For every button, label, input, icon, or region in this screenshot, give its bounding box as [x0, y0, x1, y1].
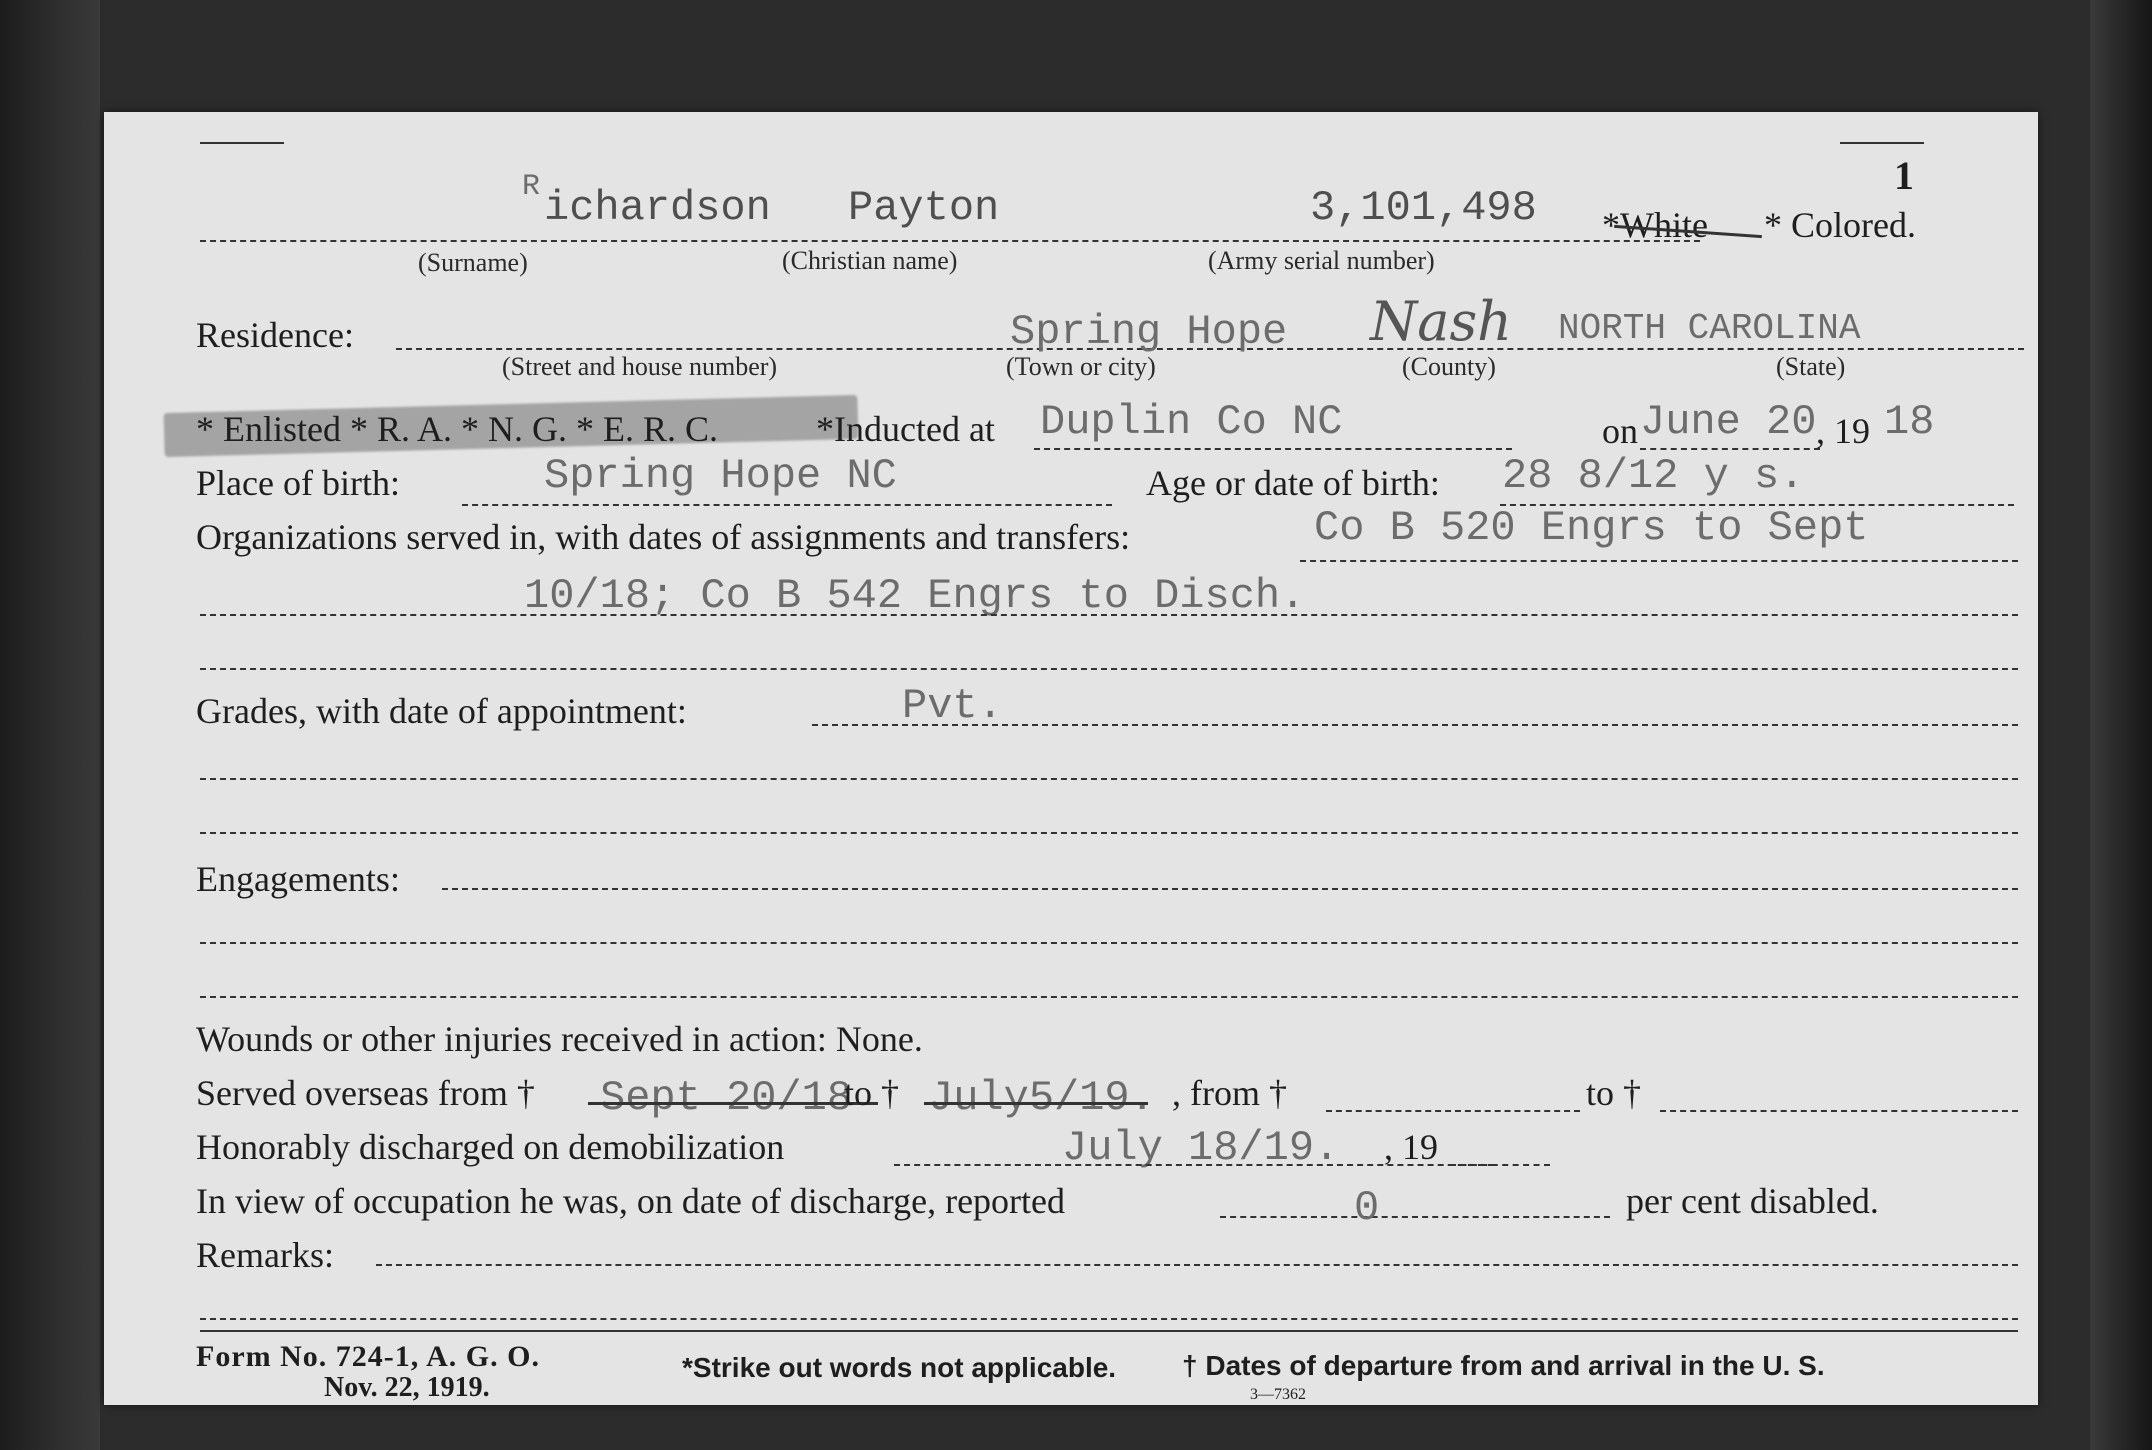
birth-place-value: Spring Hope NC: [544, 452, 897, 500]
top-right-rule: [1840, 142, 1924, 144]
town-label: (Town or city): [1006, 352, 1156, 381]
disability-suffix: per cent disabled.: [1626, 1181, 1879, 1221]
birth-place-label: Place of birth:: [196, 463, 400, 503]
footer-rule: [200, 1330, 2018, 1332]
discharge-year-suffix: , 19: [1384, 1127, 1438, 1167]
residence-county: Nash: [1370, 290, 1512, 353]
disability-line: [1220, 1216, 1610, 1218]
card-number: 1: [1894, 153, 1914, 198]
grades-rule2: [200, 778, 2018, 780]
organizations-rule2: [200, 614, 2018, 616]
grades-label: Grades, with date of appointment:: [196, 691, 687, 731]
form-number: Form No. 724-1, A. G. O.: [196, 1340, 540, 1373]
form-date: Nov. 22, 1919.: [324, 1372, 490, 1403]
surname-label: (Surname): [418, 248, 528, 277]
overseas-to-strike: [924, 1102, 1148, 1105]
organizations-rule1: [1300, 560, 2018, 562]
engagements-label: Engagements:: [196, 859, 400, 899]
organizations-line2: 10/18; Co B 542 Engrs to Disch.: [524, 572, 1306, 620]
organizations-line1: Co B 520 Engrs to Sept: [1314, 504, 1869, 552]
inducted-place: Duplin Co NC: [1040, 398, 1343, 446]
remarks-label: Remarks:: [196, 1235, 334, 1275]
remarks-rule2: [200, 1318, 2018, 1320]
strike-note: *Strike out words not applicable.: [682, 1352, 1117, 1383]
race-white: *White: [1602, 205, 1708, 245]
state-label: (State): [1776, 352, 1846, 381]
age-value: 28 8/12 y s.: [1502, 452, 1805, 500]
serial-number-label: (Army serial number): [1208, 246, 1435, 275]
wounds-text: Wounds or other injuries received in action: None.: [196, 1019, 923, 1059]
grades-rule3: [200, 832, 2018, 834]
organizations-rule3: [200, 668, 2018, 670]
county-label: (County): [1402, 352, 1496, 381]
residence-town: Spring Hope: [1010, 308, 1288, 356]
disability-value: 0: [1354, 1184, 1380, 1232]
discharge-year-line: [1450, 1164, 1550, 1166]
inducted-label: *Inducted at: [816, 409, 995, 449]
overseas-to-mark: to †: [844, 1073, 900, 1113]
birth-place-line: [462, 504, 1112, 506]
surname-value: ichardson: [544, 184, 771, 232]
overseas-from2: , from †: [1172, 1073, 1287, 1113]
induction-date-line: [1640, 448, 1820, 450]
top-left-rule: [200, 142, 284, 144]
race-colored: * Colored.: [1764, 205, 1916, 245]
grades-value: Pvt.: [902, 682, 1003, 730]
christian-name-label: (Christian name): [782, 246, 958, 275]
overseas-from-value: Sept 20/18: [600, 1074, 853, 1122]
overseas-to2: to †: [1586, 1073, 1642, 1113]
remarks-rule1: [376, 1264, 2018, 1266]
discharge-label: Honorably discharged on demobilization: [196, 1127, 785, 1167]
overseas-from2-line: [1326, 1110, 1580, 1112]
induction-year: 18: [1884, 398, 1935, 446]
name-line: [200, 240, 1700, 242]
year-prefix: , 19: [1816, 411, 1870, 451]
age-label: Age or date of birth:: [1146, 463, 1440, 503]
scan-edge-left: [0, 0, 100, 1450]
surname-initial: R: [522, 170, 541, 204]
residence-state: NORTH CAROLINA: [1558, 308, 1861, 349]
service-record-card: [104, 112, 2038, 1405]
overseas-to2-line: [1660, 1110, 2018, 1112]
serial-number-value: 3,101,498: [1310, 184, 1537, 232]
engagements-rule2: [200, 942, 2018, 944]
grades-rule1: [812, 724, 2018, 726]
christian-name-value: Payton: [848, 184, 1000, 232]
engagements-rule3: [200, 996, 2018, 998]
induction-date: June 20: [1640, 398, 1817, 446]
on-label: on: [1602, 411, 1638, 451]
street-label: (Street and house number): [502, 352, 778, 381]
residence-label: Residence:: [196, 315, 354, 355]
engagements-rule1: [442, 888, 2018, 890]
dates-note: † Dates of departure from and arrival in the U. S.: [1182, 1350, 1825, 1381]
print-code: 3—7362: [1250, 1386, 1306, 1403]
overseas-label: Served overseas from †: [196, 1073, 535, 1113]
disability-label: In view of occupation he was, on date of discharge, reported: [196, 1181, 1066, 1221]
discharge-value: July 18/19.: [1062, 1124, 1340, 1172]
overseas-to-value: July5/19.: [928, 1074, 1155, 1122]
inducted-line: [1034, 448, 1512, 450]
scan-edge-right: [2090, 0, 2152, 1450]
organizations-label: Organizations served in, with dates of assignments and transfers:: [196, 517, 1131, 557]
overseas-from-strike: [588, 1102, 878, 1105]
enlisted-options: * Enlisted * R. A. * N. G. * E. R. C.: [196, 409, 719, 449]
